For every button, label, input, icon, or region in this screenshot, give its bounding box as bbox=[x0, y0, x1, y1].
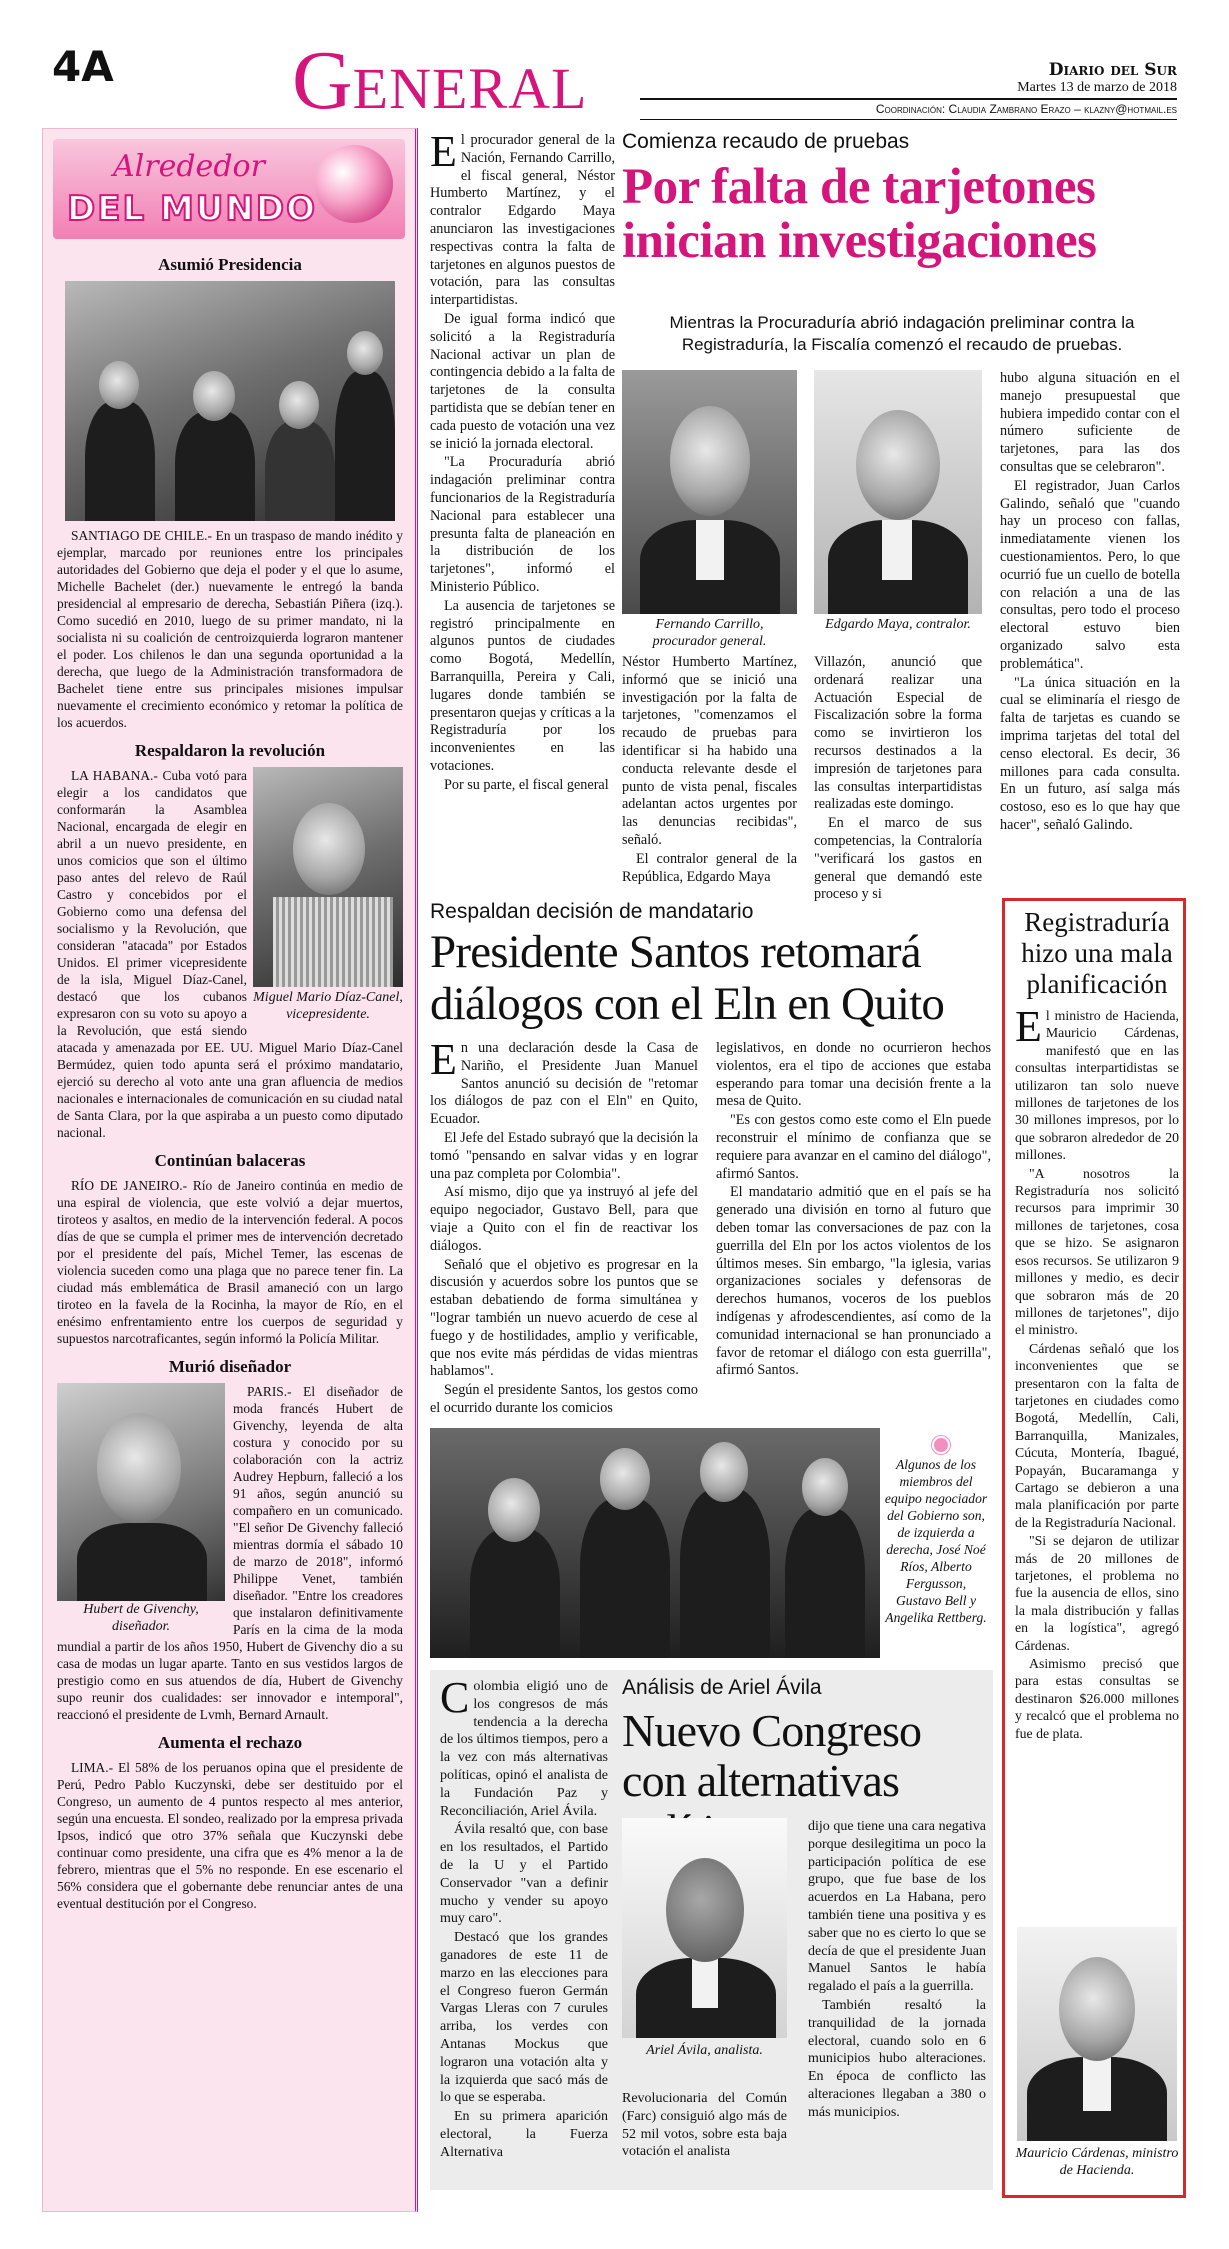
article-paragraph: Néstor Humberto Martínez, informó que se inició una investigación por la falta de tarjetones, "comenzamos el recaudo de pruebas para identificar si ha habido una conducta relevante desde el punto de vista penal, fiscales adelantan actos urgentes por las denuncias recibidas", señaló. bbox=[622, 654, 797, 848]
article-paragraph: Ávila resaltó que, con base en los resultados, el Partido de la U y el Partido Conservador "van a definir mucho y vender su apoyo muy caro". bbox=[440, 1822, 608, 1927]
article-paragraph: "Si se dejaron de utilizar más de 20 millones de tarjetones, el problema no fue la ausencia de ellos, sino la mala distribución y fallas en la logística", agregó Cárdenas. bbox=[1015, 1533, 1179, 1653]
diaz-canel-photo bbox=[253, 767, 403, 987]
photo-caption: Edgardo Maya, contralor. bbox=[825, 617, 971, 632]
header-rule bbox=[640, 98, 1177, 100]
rio-story: RÍO DE JANEIRO.- Río de Janeiro continúa en medio de una espiral de violencia, que este volvió a dejar muertos, tiroteos y asaltos, en medio de la intervención federal. A pocos días de que se cumpla el primer mes de intervención decretado por el presidente del país, Michel Temer, las escenas de violencia suceden como una plaga que no parece tener fin. La ciudad más emblemática de Brasil amaneció con un largo tiroteo en la favela de la Rocinha, la mayor de Río, en el enésimo enfrentamiento entre los cuerpos de seguridad y supuestos narcotraficantes, según informó la Policía Militar. bbox=[57, 1178, 403, 1346]
issue-date: Martes 13 de marzo de 2018 bbox=[1017, 80, 1177, 95]
lead-column-3 bbox=[814, 654, 982, 905]
photo-caption: Miguel Mario Díaz-Canel, vicepresidente. bbox=[253, 990, 403, 1022]
header-bottom-rule bbox=[640, 119, 1177, 120]
cardenas-photo bbox=[1017, 1927, 1177, 2141]
article-paragraph: En el marco de sus competencias, la Contraloría "verificará los gastos en general que demandó este proceso y si bbox=[814, 815, 982, 903]
lead-column-4 bbox=[1000, 370, 1180, 836]
page-number: 4A bbox=[52, 42, 114, 91]
article-paragraph: Cárdenas señaló que los inconvenientes que se presentaron con la falta de tarjetones en ciudades como Bogotá, Medellín, Cali, Barranquilla, Manizales, Cúcuta, Montería, Ibagué, Popayán, Bucaramanga y Cartago se debieron a una mala planificación por parte de la Registraduría Nacional. bbox=[1015, 1340, 1179, 1530]
article-paragraph: "A nosotros la Registraduría nos solicitó recursos para imprimir 30 millones de tarjetones, cosa que se hizo. Se asignaron esos recursos. Se utilizaron 9 millones y medio, es decir que sobraron más de 20 millones de tarjetones", dijo el ministro. bbox=[1015, 1165, 1179, 1338]
congreso-column-2 bbox=[622, 2090, 787, 2162]
section-heading: Murió diseñador bbox=[168, 1357, 292, 1376]
photo-caption: Mauricio Cárdenas, ministro de Hacienda. bbox=[1015, 2146, 1179, 2178]
article-paragraph: Señaló que el objetivo es progresar en la discusión y acuerdos sobre los puntos que se estaban debatiendo de forma simultánea y "lograr también un nuevo acuerdo de cese al fuego y de hostilidades, amplio y verificable, que nos evite más pérdidas de vidas mientras hablamos". bbox=[430, 1256, 698, 1380]
chile-story: SANTIAGO DE CHILE.- En un traspaso de mando inédito y ejemplar, marcado por reuniones entre los principales autoridades del Gobierno que deja el poder y el que lo asume, Michelle Bachelet (der.) nuevamente le entregó la banda presidencial al empresario de derecha, Sebastián Piñera (izq.). Como sucedió en 2010, luego de su primer mandato, ni la socialista ni su coalición de centroizquierda lograron mantener el poder. Los chilenos le dan una segunda oportunidad a la derecha, que luego de la Administración transformadora de Bachelet tiene entre sus principales misiones impulsar nuevamente el crecimiento económico y retomar la política de los acuerdos. bbox=[57, 528, 403, 730]
photo-caption: Algunos de los miembros del equipo negociador del Gobierno son, de izquierda a derecha, José Noé Ríos, Alberto Fergusson, Gustavo Bell y Angelika Rettberg. bbox=[884, 1457, 988, 1625]
article-paragraph: También resaltó la tranquilidad de la jornada electoral, cuando solo en 6 municipios hubo alteraciones. En época de conflicto las alteraciones llegaban a 380 o más municipios. bbox=[808, 1997, 986, 2120]
negotiators-photo bbox=[430, 1428, 880, 1658]
section-heading: Continúan balaceras bbox=[154, 1151, 306, 1170]
article-paragraph: Revolucionaria del Común (Farc) consiguió algo más de 52 mil votos, sobre esta baja votación el analista bbox=[622, 2091, 787, 2160]
registraduria-body bbox=[1015, 1002, 1179, 1743]
congreso-column-3 bbox=[808, 1818, 986, 2123]
article-paragraph: "Es con gestos como este como el Eln puede reconstruir el mínimo de confianza que se requiere para avanzar en el camino del diálogo", afirmó Santos. bbox=[716, 1112, 991, 1182]
article-paragraph: El mandatario admitió que en el país se ha generado una división en torno al futuro que deben tomar las conversaciones de paz con la guerrilla del Eln por los actos violentos de los últimos meses. Sin embargo, "la iglesia, varias organizaciones sociales y defensoras de derechos humanos, voceros de los pueblos indígenas y afrodescendientes, así como de la comunidad internacional se han pronunciado a favor de retomar el diálogo con esta guerrilla", afirmó Santos. bbox=[716, 1184, 991, 1379]
avila-photo bbox=[622, 1818, 787, 2038]
section-heading: Asumió Presidencia bbox=[158, 255, 302, 274]
pink-bullet-icon bbox=[932, 1436, 950, 1454]
photo-caption: Hubert de Givenchy, diseñador. bbox=[83, 1602, 199, 1634]
lead-column-2 bbox=[622, 654, 797, 887]
article-paragraph: hubo alguna situación en el manejo presupuestal que hubiera impedido contar con el número suficiente de tarjetones, para las dos consultas que se celebraron". bbox=[1000, 370, 1180, 475]
article-paragraph: La ausencia de tarjetones se registró principalmente en algunos puntos de ciudades como Bogotá, Medellín, Barranquilla, Pereira y Cali, lugares donde también se presentaron quejas y críticas a la Registraduría por los inconvenientes en las votaciones. bbox=[430, 597, 615, 774]
cuba-story: LA HABANA.- Cuba votó para elegir a los candidatos que conformarán la Asamblea Nacional, encargada de elegir en abril a un nuevo presidente, en unos comicios que son el último paso antes del relevo de Raúl Castro y concebidos por el Gobierno como una defensa del socialismo y la Revolución, que consideran "atacada" por Estados Unidos. El primer vicepresidente de la isla, Miguel Díaz-Canel, destacó que los cubanos expresaron con su voto su apoyo a la Revolución, que está siendo atacada y amenazada por EE. UU. Miguel Mario Díaz-Canel Bermúdez, quien todo apunta será el próximo mandatario, ejerció su derecho al voto ante una gran afluencia de medios nacionales e internacionales de comunicación en su ciudad natal de Santa Clara, por la que aspiraba a un puesto como diputado nacional. bbox=[57, 768, 403, 1140]
globe-icon bbox=[315, 145, 393, 223]
section-title bbox=[292, 32, 587, 129]
section-heading: Aumenta el rechazo bbox=[157, 1733, 303, 1752]
lead-kicker: Comienza recaudo de pruebas bbox=[622, 130, 910, 153]
chile-inauguration-photo bbox=[65, 281, 395, 521]
santos-headline: Presidente Santos retomará diálogos con el Eln en Quito bbox=[430, 926, 945, 1030]
congreso-kicker: Análisis de Ariel Ávila bbox=[622, 1676, 822, 1699]
article-paragraph: El contralor general de la República, Edgardo Maya bbox=[622, 850, 797, 885]
lead-column-1 bbox=[430, 127, 615, 795]
article-paragraph: De igual forma indicó que solicitó a la Registraduría Nacional activar un plan de contingencia debido a la falta de tarjetones de la consulta partidista que se debían tener en cada puesto de votación una vez se inició la jornada electoral. bbox=[430, 310, 615, 452]
photo-caption: Fernando Carrillo, procurador general. bbox=[652, 617, 767, 649]
article-paragraph: Colombia eligió uno de los congresos de más tendencia a la derecha de los últimos tiempos, pero a la vez con más alternativas políticas, opinó el analista de la Fundación Paz y Reconciliación, Ariel Ávila. bbox=[440, 1673, 608, 1819]
givenchy-story: PARIS.- El diseñador de moda francés Hubert de Givenchy, leyenda de alta costura y conocido por su colaboración con la actriz Audrey Hepburn, falleció a los 91 años, según anunció su compañero en un comunicado. "El señor De Givenchy falleció mientras dormía el sábado 10 de marzo de 2018", informó Philippe Venet, también diseñador. "Entre los creadores que instalaron definitivamente París en la cima de la moda mundial a partir de los años 1950, Hubert de Givenchy dio a su casa de modas un lugar aparte. Tanto en sus vestidos largos de prestigio como en sus atuendos de día, Hubert de Givenchy supo reunir dos cualidades: ser innovador e intemporal", reaccionó el presidente de Lvmh, Bernard Arnault. bbox=[57, 1384, 403, 1722]
registraduria-headline: Registraduría hizo una mala planificación bbox=[1021, 907, 1173, 999]
maya-photo bbox=[814, 370, 982, 614]
section-initial: G bbox=[292, 34, 353, 127]
article-paragraph: Así mismo, dijo que ya instruyó al jefe del equipo negociador, Gustavo Bell, para que viaje a Quito con el fin de reactivar los diálogos. bbox=[430, 1184, 698, 1254]
article-paragraph: legislativos, en donde no ocurrieron hechos violentos, era el tipo de acciones que estaba esperando para tomar una decisión frente a la mesa de Quito. bbox=[716, 1040, 991, 1110]
section-heading: Respaldaron la revolución bbox=[134, 741, 326, 760]
peru-story: LIMA.- El 58% de los peruanos opina que el presidente de Perú, Pedro Pablo Kuczynski, debe ser destituido por el Congreso, un aumento de 4 puntos respecto al mes anterior, según una encuesta. El sondeo, realizado por la empresa privada Ipsos, indicó que otro 37% señala que Kuczynski debe continuar como presidente, una cifra que es 4% menor a la de febrero, mientras que el 5% no responde. En ese escenario el 56% considera que el gobernante debe renunciar antes de una eventual destitución por el Congreso. bbox=[57, 1760, 403, 1911]
congreso-headline: Nuevo Congreso con alternativas bbox=[622, 1705, 922, 1806]
santos-kicker: Respaldan decisión de mandatario bbox=[430, 900, 754, 923]
article-paragraph: Destacó que los grandes ganadores de este 11 de marzo en las elecciones para el Congreso fueron Germán Vargas Lleras con 7 curules arriba, los verdes con Antanas Mockus que lograron una votación alta y la izquierda que sacó más de lo que se esperaba. bbox=[440, 1930, 608, 2106]
lead-headline: Por falta de tarjetones inician investigaciones bbox=[622, 159, 1097, 269]
article-paragraph: Por su parte, el fiscal general bbox=[444, 776, 609, 793]
banner-top-text: Alrededor bbox=[113, 149, 265, 184]
article-paragraph: Según el presidente Santos, los gestos como el ocurrido durante los comicios bbox=[430, 1382, 698, 1416]
banner-bottom-text: DEL MUNDO bbox=[67, 189, 317, 229]
newspaper-name: Diario del Sur bbox=[1048, 60, 1177, 80]
article-paragraph: Asimismo precisó que para estas consultas se destinaron $26.000 millones y recalcó que el problema no fue de plata. bbox=[1015, 1656, 1179, 1741]
carrillo-photo bbox=[622, 370, 797, 614]
givenchy-photo bbox=[57, 1383, 225, 1601]
coordination-line: Coordinación: Claudia Zambrano Erazo – klazny@hotmail.es bbox=[875, 102, 1177, 116]
article-paragraph: El Jefe del Estado subrayó que la decisión la tomó "pensando en salvar vidas y en lograr una paz completa por Colombia". bbox=[430, 1129, 698, 1182]
registraduria-box bbox=[1002, 898, 1186, 2198]
article-paragraph: "La Procuraduría abrió indagación preliminar contra funcionarios de la Registraduría Nacional para establecer una presunta falta de planeación en la distribución de los tarjetones", informó el Ministerio Público. bbox=[430, 454, 615, 595]
congress-box bbox=[430, 1670, 993, 2190]
santos-column-2 bbox=[716, 1040, 991, 1381]
article-paragraph: dijo que tiene una cara negativa porque desilegitima un poco la participación política de ese grupo, que fue base de los acuerdos en La Habana, pero también tiene una positiva y es saber que no es cierto lo que se decía de que el presidente Juan Manuel Santos le había regalado el país a la guerrilla. bbox=[808, 1819, 986, 1995]
article-paragraph: En su primera aparición electoral, la Fuerza Alternativa bbox=[440, 2109, 608, 2160]
world-news-sidebar bbox=[42, 128, 418, 2212]
article-paragraph: El procurador general de la Nación, Fernando Carrillo, el fiscal general, Néstor Humberto Martínez, y el contralor Edgardo Maya anunciaron las investigaciones respectivas contra la falta de tarjetones en algunos puestos de votación, para las consultas interpartidistas. bbox=[430, 127, 615, 309]
lead-deck: Mientras la Procuraduría abrió indagación preliminar contra la Registraduría, la Fiscalía comenzó el recaudo de pruebas. bbox=[669, 313, 1135, 354]
photo-caption: Ariel Ávila, analista. bbox=[646, 2043, 763, 2058]
article-paragraph: El registrador, Juan Carlos Galindo, señaló que "cuando hay un proceso con fallas, inmediatamente vienen los cuestionamientos. Pero, lo que ocurrió fue un cuello de botella con relación a una de las consultas, pero todo el proceso electoral estuvo bien organizado salvo esta problemática". bbox=[1000, 477, 1180, 672]
masthead bbox=[0, 0, 1229, 130]
santos-column-1 bbox=[430, 1035, 698, 1419]
article-paragraph: En una declaración desde la Casa de Nariño, el Presidente Juan Manuel Santos anunció su decisión de "retomar los diálogos de paz con el Eln" en Quito, Ecuador. bbox=[430, 1035, 698, 1128]
article-paragraph: "La única situación en la cual se eliminaría el riesgo de falta de tarjetas es cuando se imprima tarjetas del total del censo electoral. Es decir, 36 millones para cada consulta. En un futuro, así salga más costoso, eso es lo que hay que hacer", señaló Galindo. bbox=[1000, 674, 1180, 833]
sidebar-banner bbox=[53, 139, 405, 239]
article-paragraph: El ministro de Hacienda, Mauricio Cárdenas, manifestó que en las consultas interpartidistas se utilizaron tan solo nueve millones de tarjetones de los 30 millones impresos, por lo que sobraron alrededor de 20 millones. bbox=[1015, 1002, 1179, 1163]
congreso-column-1 bbox=[440, 1673, 608, 2163]
section-rest: ENERAL bbox=[352, 56, 588, 121]
article-paragraph: Villazón, anunció que ordenará realizar una Actuación Especial de Fiscalización sobre la forma como se invirtieron los recursos destinados a la impresión de tarjetones para las consultas interpartidistas realizadas este domingo. bbox=[814, 654, 982, 813]
